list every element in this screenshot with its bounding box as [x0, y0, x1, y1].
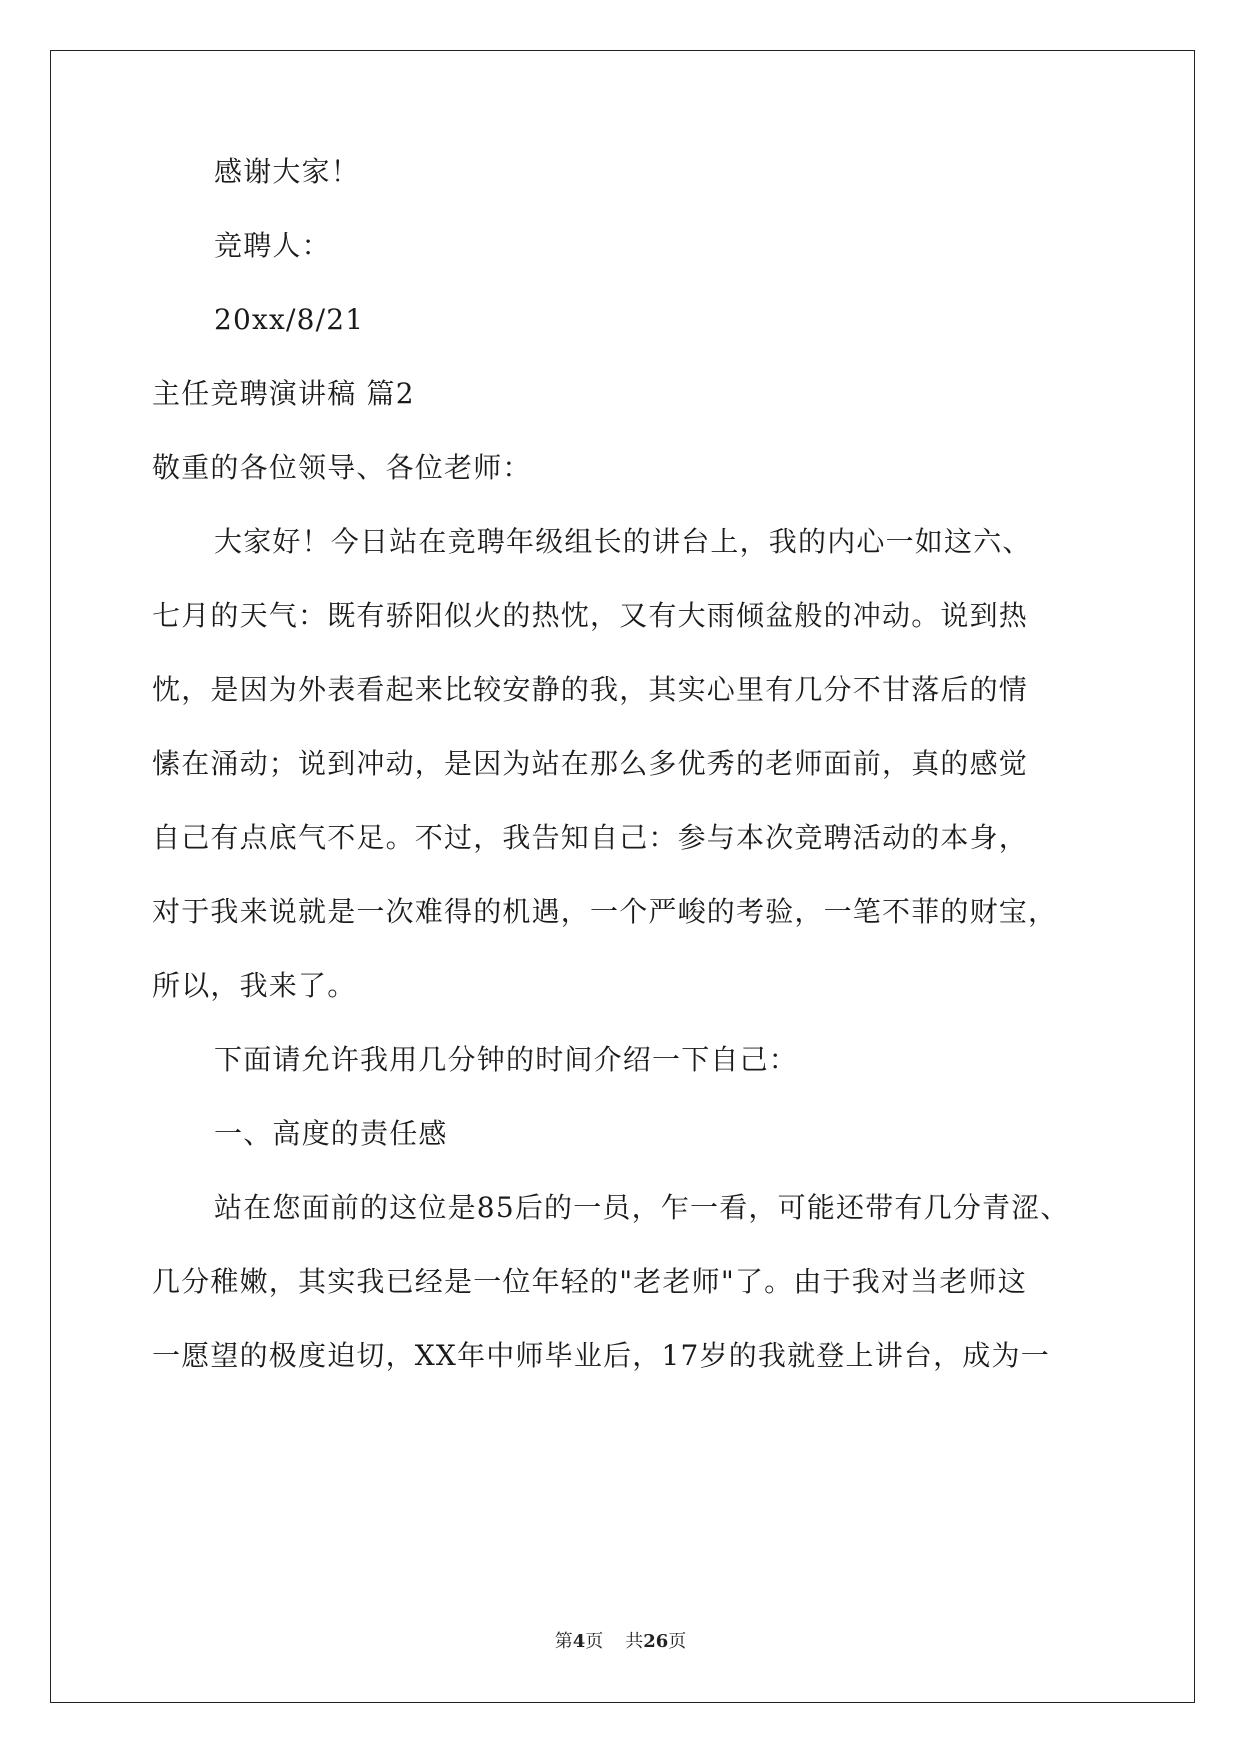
total-suffix: 页 — [668, 1631, 687, 1652]
text-line: 自己有点底气不足。不过，我告知自己：参与本次竞聘活动的本身， — [152, 821, 1029, 854]
total-prefix: 共 — [625, 1631, 644, 1652]
page-footer — [0, 1630, 1241, 1654]
text-line: 忱，是因为外表看起来比较安静的我，其实心里有几分不甘落后的情 — [152, 673, 1029, 706]
text-line: 竞聘人： — [214, 229, 331, 262]
text-line: 20xx/8/21 — [214, 303, 365, 336]
page-prefix: 第 — [554, 1631, 573, 1652]
total-pages: 26 — [643, 1631, 669, 1652]
text-line: 站在您面前的这位是85后的一员，乍一看，可能还带有几分青涩、 — [214, 1191, 1070, 1224]
text-line: 下面请允许我用几分钟的时间介绍一下自己： — [214, 1043, 799, 1076]
page-number: 4 — [572, 1631, 586, 1652]
text-line: 愫在涌动；说到冲动，是因为站在那么多优秀的老师面前，真的感觉 — [152, 747, 1029, 780]
subheading: 一、高度的责任感 — [214, 1117, 448, 1150]
text-line: 所以，我来了。 — [152, 969, 357, 1002]
page-suffix: 页 — [585, 1631, 604, 1652]
salutation: 敬重的各位领导、各位老师： — [152, 451, 532, 484]
page-border — [50, 50, 1195, 1703]
section-heading: 主任竞聘演讲稿 篇2 — [152, 377, 415, 410]
text-line: 七月的天气：既有骄阳似火的热忱，又有大雨倾盆般的冲动。说到热 — [152, 599, 1029, 632]
text-line: 感谢大家！ — [214, 155, 361, 188]
text-line: 一愿望的极度迫切，XX年中师毕业后，17岁的我就登上讲台，成为一 — [152, 1339, 1050, 1372]
text-line: 大家好！今日站在竞聘年级组长的讲台上，我的内心一如这六、 — [214, 525, 1032, 558]
text-line: 几分稚嫩，其实我已经是一位年轻的"老老师"了。由于我对当老师这 — [152, 1265, 1027, 1298]
text-line: 对于我来说就是一次难得的机遇，一个严峻的考验，一笔不菲的财宝， — [152, 895, 1058, 928]
